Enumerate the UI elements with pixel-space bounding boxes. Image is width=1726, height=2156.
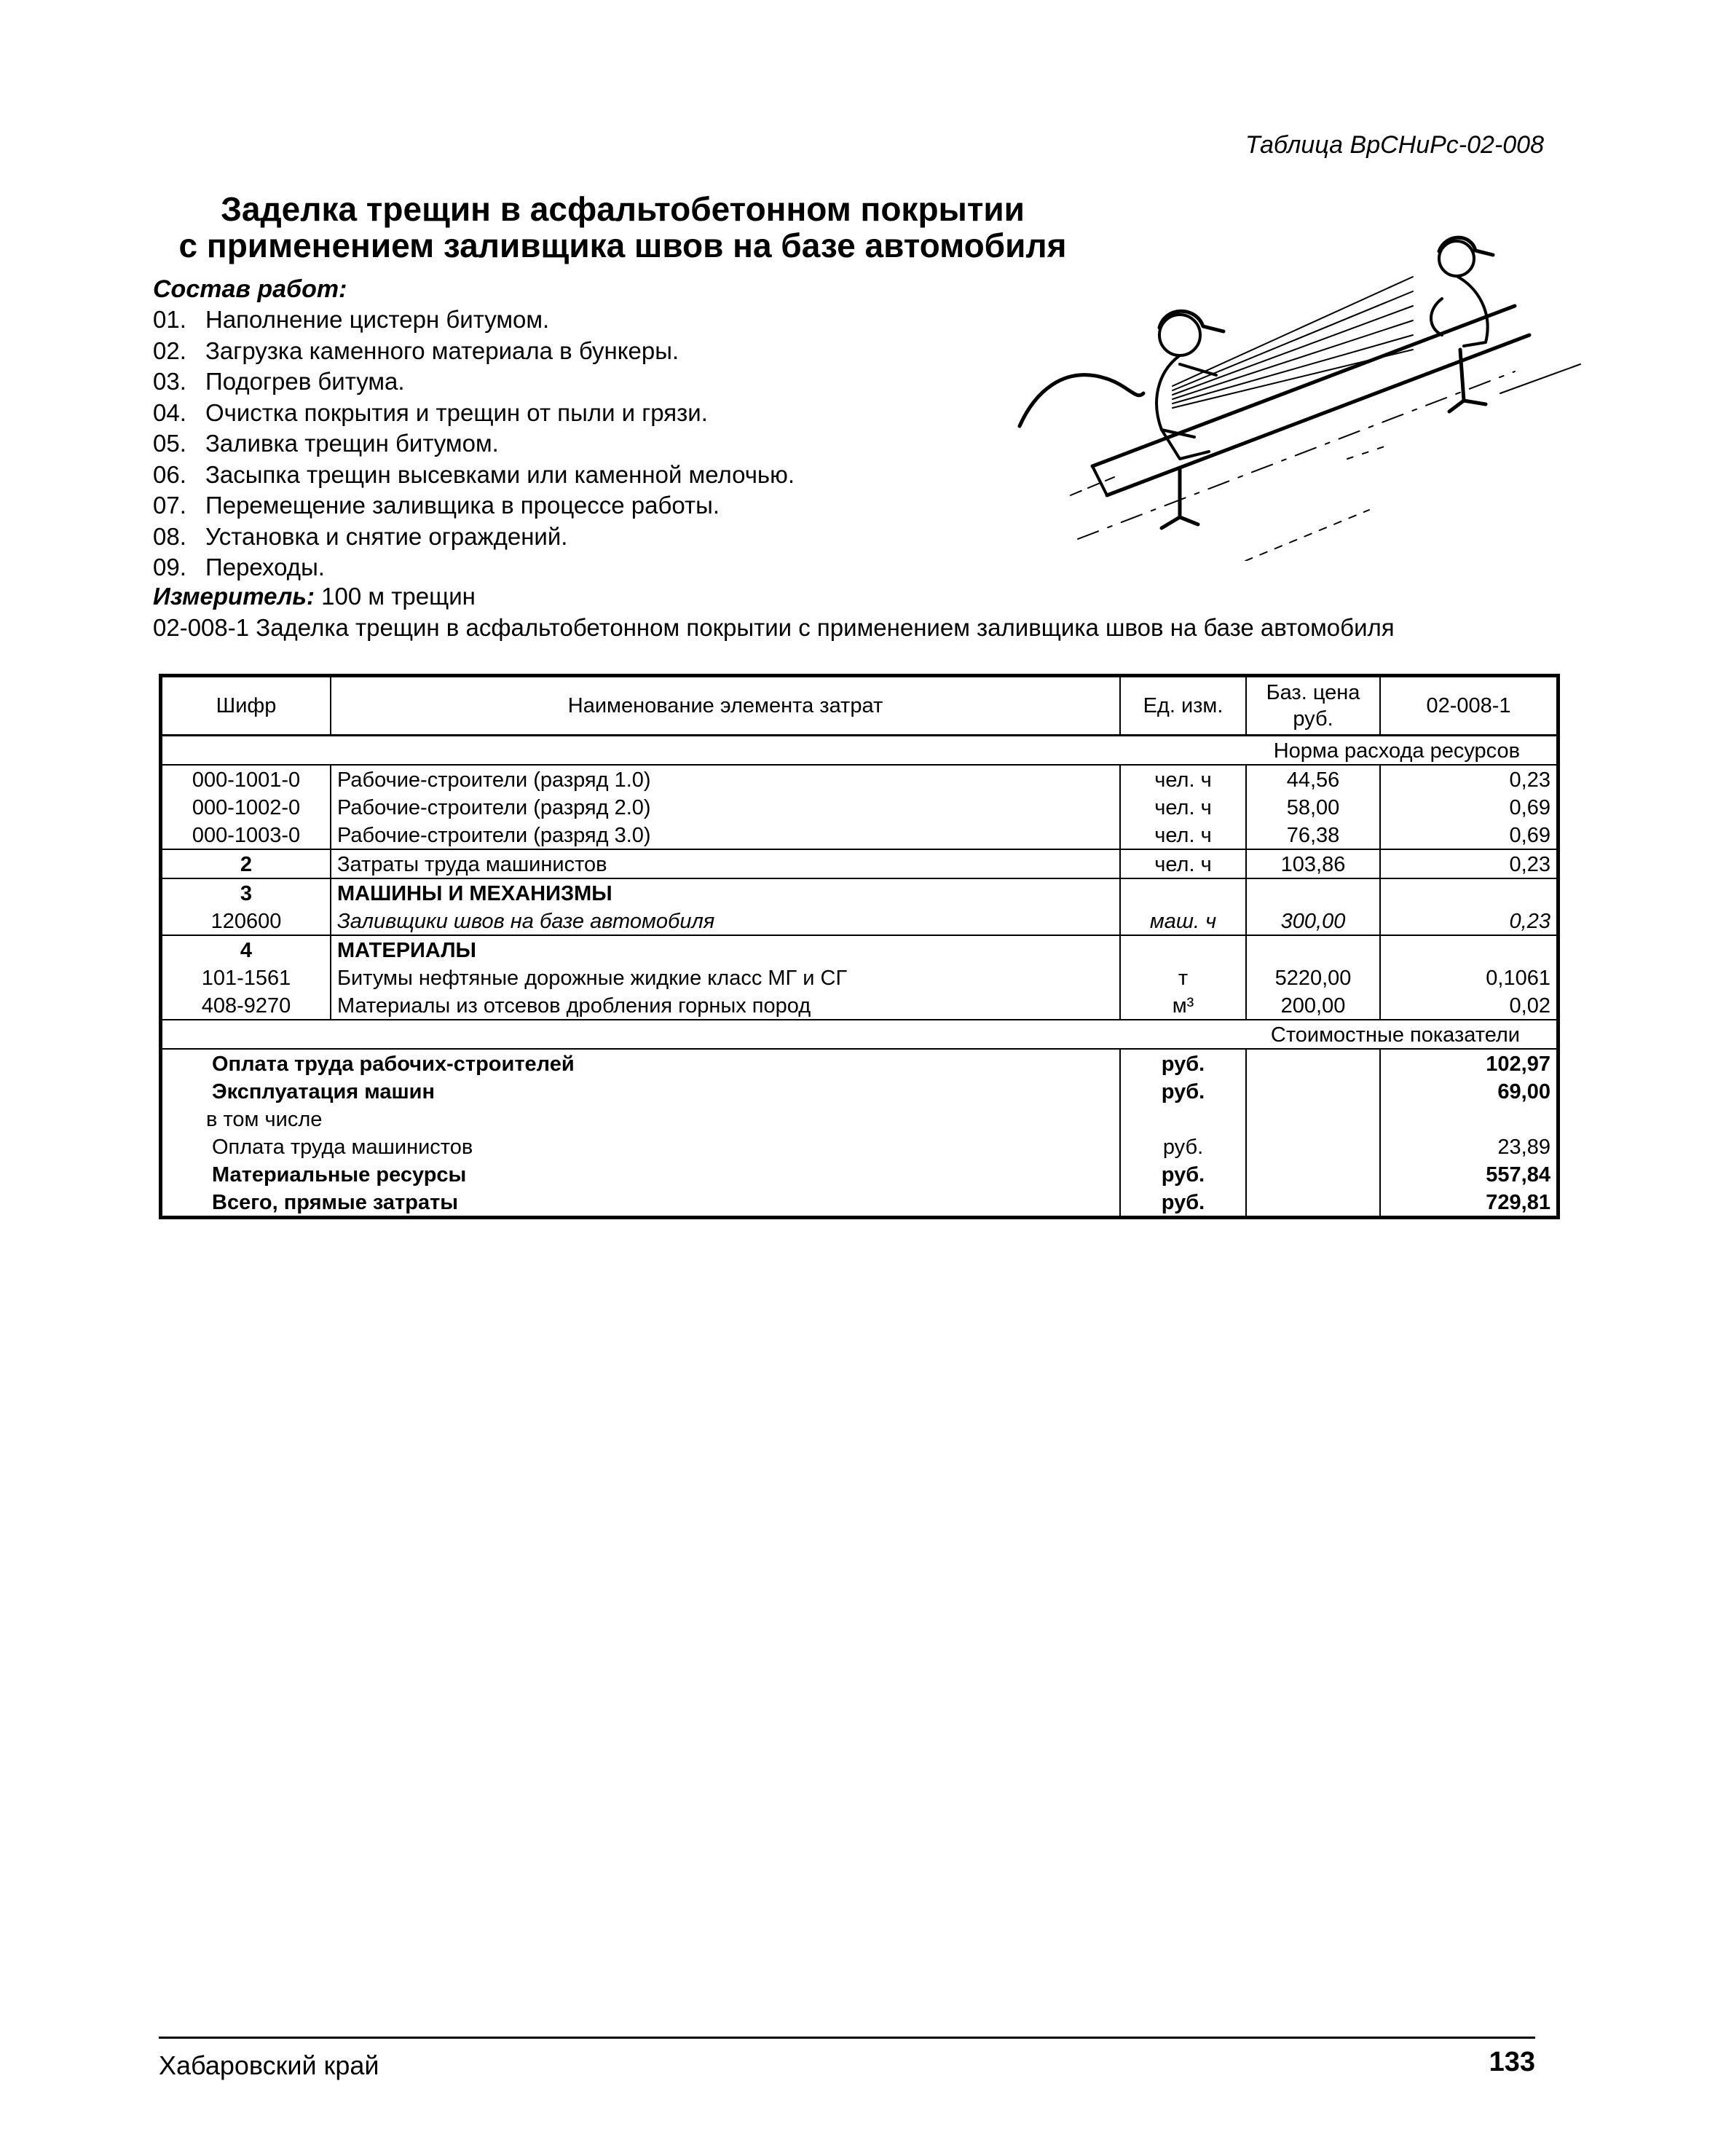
header-code: Шифр	[161, 676, 331, 736]
summary-unit: руб.	[1120, 1133, 1246, 1160]
row-price	[1246, 935, 1380, 964]
work-item-text: Установка и снятие ограждений.	[205, 522, 568, 550]
row-price: 58,00	[1246, 793, 1380, 821]
summary-row	[161, 1105, 1558, 1133]
work-item-number: 08.	[153, 522, 186, 550]
row-name: Рабочие-строители (разряд 3.0)	[331, 821, 1120, 849]
work-item-text: Переходы.	[205, 554, 325, 581]
title-line-1: Заделка трещин в асфальтобетонном покрытии	[221, 190, 1025, 228]
row-value: 0,23	[1380, 849, 1558, 878]
summary-name: Материальные ресурсы	[161, 1160, 1121, 1188]
row-code: 101-1561	[161, 964, 331, 991]
summary-unit	[1120, 1105, 1246, 1133]
summary-unit: руб.	[1120, 1160, 1246, 1188]
summary-unit: руб.	[1120, 1049, 1246, 1077]
work-item-text: Очистка покрытия и трещин от пыли и грязи.	[205, 398, 708, 426]
work-list	[153, 304, 795, 583]
work-item-number: 01.	[153, 306, 186, 333]
row-code: 000-1003-0	[161, 821, 331, 849]
row-value: 0,23	[1380, 907, 1558, 935]
row-price: 200,00	[1246, 991, 1380, 1020]
work-item	[153, 490, 795, 522]
table-header-row	[161, 676, 1558, 736]
row-unit: чел. ч	[1120, 821, 1246, 849]
work-item	[153, 336, 795, 367]
row-name: МАТЕРИАЛЫ	[331, 935, 1120, 964]
work-item-text: Подогрев битума.	[205, 368, 405, 395]
page-title	[149, 191, 1096, 264]
table-row	[161, 849, 1558, 878]
row-unit: чел. ч	[1120, 765, 1246, 793]
cost-header: Стоимостные показатели	[161, 1020, 1558, 1049]
row-code: 3	[161, 878, 331, 907]
row-value	[1380, 935, 1558, 964]
composition-heading: Состав работ:	[153, 275, 347, 303]
work-item	[153, 522, 795, 553]
table-row	[161, 991, 1558, 1020]
work-item	[153, 304, 795, 336]
row-price	[1246, 878, 1380, 907]
summary-price	[1246, 1049, 1380, 1077]
summary-value: 102,97	[1380, 1049, 1558, 1077]
row-name: Рабочие-строители (разряд 1.0)	[331, 765, 1120, 793]
work-item-number: 03.	[153, 368, 186, 395]
title-line-2: с применением заливщика швов на базе автомобиля	[178, 227, 1067, 264]
workers-illustration	[1005, 219, 1588, 561]
row-code: 120600	[161, 907, 331, 935]
page-number: 133	[1489, 2047, 1535, 2077]
row-code: 2	[161, 849, 331, 878]
summary-unit: руб.	[1120, 1077, 1246, 1105]
row-unit: м³	[1120, 991, 1246, 1020]
table-row	[161, 821, 1558, 849]
summary-value: 557,84	[1380, 1160, 1558, 1188]
table-row	[161, 793, 1558, 821]
row-unit: чел. ч	[1120, 793, 1246, 821]
summary-row	[161, 1160, 1558, 1188]
row-name: МАШИНЫ И МЕХАНИЗМЫ	[331, 878, 1120, 907]
row-price: 5220,00	[1246, 964, 1380, 991]
summary-price	[1246, 1188, 1380, 1218]
summary-value: 729,81	[1380, 1188, 1558, 1218]
norm-header: Норма расхода ресурсов	[161, 736, 1558, 766]
summary-unit: руб.	[1120, 1188, 1246, 1218]
row-name: Материалы из отсевов дробления горных пород	[331, 991, 1120, 1020]
summary-name: Оплата труда машинистов	[161, 1133, 1121, 1160]
work-item-number: 06.	[153, 460, 186, 488]
work-item-number: 05.	[153, 430, 186, 457]
table-row	[161, 907, 1558, 935]
cost-header-row	[161, 1020, 1558, 1049]
row-price: 44,56	[1246, 765, 1380, 793]
summary-row	[161, 1049, 1558, 1077]
row-unit: маш. ч	[1120, 907, 1246, 935]
work-item-text: Засыпка трещин высевками или каменной мелочью.	[205, 460, 795, 488]
summary-value: 23,89	[1380, 1133, 1558, 1160]
row-name: Заливщики швов на базе автомобиля	[331, 907, 1120, 935]
row-price: 76,38	[1246, 821, 1380, 849]
table-row	[161, 964, 1558, 991]
work-item	[153, 398, 795, 429]
work-item	[153, 366, 795, 398]
summary-price	[1246, 1160, 1380, 1188]
work-item-text: Наполнение цистерн битумом.	[205, 306, 550, 333]
row-code: 000-1002-0	[161, 793, 331, 821]
row-value: 0,69	[1380, 793, 1558, 821]
row-value: 0,1061	[1380, 964, 1558, 991]
table-subtitle: 02-008-1 Заделка трещин в асфальтобетонном покрытии с применением заливщика швов на базе автомобиля	[153, 614, 1395, 641]
work-item-text: Загрузка каменного материала в бункеры.	[205, 337, 679, 364]
work-item-text: Заливка трещин битумом.	[205, 430, 499, 457]
row-price: 103,86	[1246, 849, 1380, 878]
summary-name: Оплата труда рабочих-строителей	[161, 1049, 1121, 1077]
header-price: Баз. цена руб.	[1246, 676, 1380, 736]
work-item	[153, 428, 795, 460]
footer-divider	[159, 2037, 1535, 2039]
row-value: 0,69	[1380, 821, 1558, 849]
work-item-number: 09.	[153, 554, 186, 581]
table-row	[161, 935, 1558, 964]
header-unit: Ед. изм.	[1120, 676, 1246, 736]
table-reference: Таблица ВрСНиРс-02-008	[1245, 131, 1544, 159]
row-name: Рабочие-строители (разряд 2.0)	[331, 793, 1120, 821]
summary-price	[1246, 1105, 1380, 1133]
summary-name: Эксплуатация машин	[161, 1077, 1121, 1105]
norm-header-row	[161, 736, 1558, 766]
row-value: 0,02	[1380, 991, 1558, 1020]
summary-row	[161, 1188, 1558, 1218]
row-unit: чел. ч	[1120, 849, 1246, 878]
table-row	[161, 878, 1558, 907]
row-unit: т	[1120, 964, 1246, 991]
work-item-number: 07.	[153, 492, 186, 519]
row-name: Затраты труда машинистов	[331, 849, 1120, 878]
work-item-number: 04.	[153, 398, 186, 426]
work-item	[153, 460, 795, 491]
row-name: Битумы нефтяные дорожные жидкие класс МГ и СГ	[331, 964, 1120, 991]
header-norm: 02-008-1	[1380, 676, 1558, 736]
footer-region: Хабаровский край	[159, 2050, 379, 2080]
summary-price	[1246, 1133, 1380, 1160]
row-value	[1380, 878, 1558, 907]
summary-row	[161, 1133, 1558, 1160]
summary-name: в том числе	[161, 1105, 1121, 1133]
measure-value: 100 м трещин	[321, 583, 476, 610]
work-item-text: Перемещение заливщика в процессе работы.	[205, 492, 720, 519]
measure-label: Измеритель:	[153, 583, 315, 610]
summary-price	[1246, 1077, 1380, 1105]
measure-line	[153, 583, 476, 610]
costs-table	[159, 674, 1560, 1219]
summary-name: Всего, прямые затраты	[161, 1188, 1121, 1218]
row-unit	[1120, 935, 1246, 964]
header-name: Наименование элемента затрат	[331, 676, 1120, 736]
table-row	[161, 765, 1558, 793]
summary-value: 69,00	[1380, 1077, 1558, 1105]
work-item	[153, 552, 795, 583]
row-code: 000-1001-0	[161, 765, 331, 793]
summary-value	[1380, 1105, 1558, 1133]
row-code: 408-9270	[161, 991, 331, 1020]
work-item-number: 02.	[153, 337, 186, 364]
row-price: 300,00	[1246, 907, 1380, 935]
row-value: 0,23	[1380, 765, 1558, 793]
summary-row	[161, 1077, 1558, 1105]
row-unit	[1120, 878, 1246, 907]
row-code: 4	[161, 935, 331, 964]
